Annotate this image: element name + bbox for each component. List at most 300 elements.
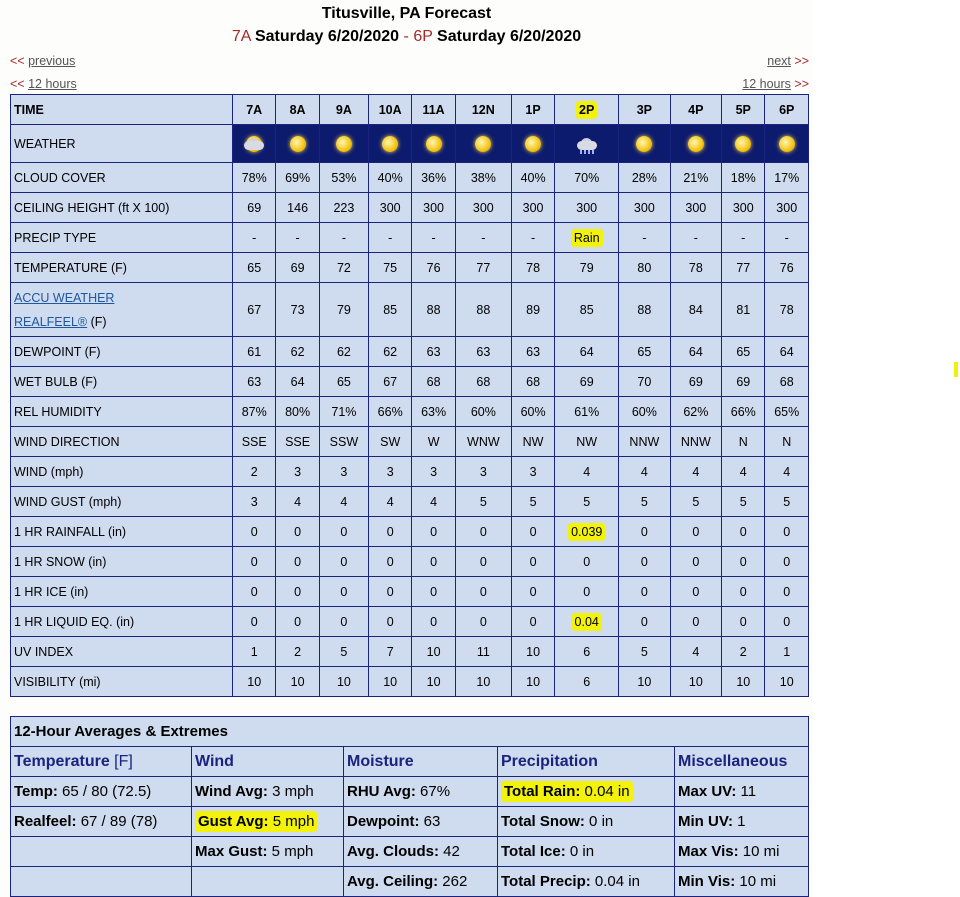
cell-value: 63 xyxy=(426,344,441,359)
cell-value: 4 xyxy=(640,464,648,479)
temp-label-text: TEMPERATURE (F) xyxy=(14,260,127,275)
gust-avg-cell xyxy=(192,807,344,837)
realfeel-value xyxy=(368,283,411,337)
vis-label-text: VISIBILITY (mi) xyxy=(14,674,101,689)
realfeel-value xyxy=(233,283,276,337)
rh-value xyxy=(555,397,619,427)
cell-value: 3 xyxy=(340,464,348,479)
row-rain xyxy=(11,517,809,547)
rain-value xyxy=(670,517,721,547)
cell-value: 65 xyxy=(336,374,351,389)
hour-8A xyxy=(276,95,319,125)
precip-value xyxy=(765,223,809,253)
wdir-label-text: WIND DIRECTION xyxy=(14,434,120,449)
precip-value xyxy=(233,223,276,253)
cell-value: - xyxy=(642,230,647,245)
cell-value: 0 xyxy=(294,524,302,539)
rain-value xyxy=(619,517,670,547)
vis-value xyxy=(619,667,670,697)
dew-label-text: DEWPOINT (F) xyxy=(14,344,101,359)
ice-value xyxy=(670,577,721,607)
hour-label: 7A xyxy=(246,102,263,117)
cloud-value xyxy=(619,163,670,193)
cloud-value xyxy=(511,163,554,193)
averages-title-row xyxy=(11,717,809,747)
hour-label: 12N xyxy=(471,102,495,117)
cell-value: 3 xyxy=(479,464,487,479)
dew-value xyxy=(555,337,619,367)
liquid-value xyxy=(555,607,619,637)
ceiling-value xyxy=(455,193,511,223)
wind-value xyxy=(765,457,809,487)
prev-arrows: << xyxy=(10,54,25,68)
wdir-value xyxy=(722,427,765,457)
averages-row xyxy=(11,807,809,837)
wetbulb-value xyxy=(722,367,765,397)
cell-value: 300 xyxy=(522,200,544,215)
partly-cloudy-icon xyxy=(243,133,265,155)
cell-value: 10 xyxy=(336,674,351,689)
averages-title: 12-Hour Averages & Extremes xyxy=(11,717,809,747)
cell-value: 64 xyxy=(290,374,305,389)
snow-value xyxy=(619,547,670,577)
hour-label: 3P xyxy=(636,102,652,117)
cloud-value xyxy=(276,163,319,193)
wetbulb-label-text: WET BULB (F) xyxy=(14,374,98,389)
total-ice-label: Total Ice: xyxy=(501,843,566,860)
cell-value: 0 xyxy=(250,614,258,629)
cell-value: 0 xyxy=(250,554,258,569)
gust-value xyxy=(619,487,670,517)
vis-label xyxy=(11,667,233,697)
hour-4P xyxy=(670,95,721,125)
liquid-value xyxy=(412,607,455,637)
weather-cell xyxy=(319,125,368,163)
cell-value: 0 xyxy=(294,614,302,629)
cell-value: 0 xyxy=(739,584,747,599)
hour-5P xyxy=(722,95,765,125)
rh-label-text: REL HUMIDITY xyxy=(14,404,102,419)
vis-value xyxy=(511,667,554,697)
rain-cloud-icon xyxy=(576,133,598,155)
max-gust-value: 5 mph xyxy=(267,843,314,860)
weather-cell xyxy=(412,125,455,163)
cell-value: 69 xyxy=(736,374,751,389)
averages-header-row xyxy=(11,747,809,777)
cell-value: 3 xyxy=(386,464,394,479)
cell-value: - xyxy=(431,230,436,245)
ice-value xyxy=(233,577,276,607)
wind-value xyxy=(511,457,554,487)
wdir-value xyxy=(670,427,721,457)
cell-value: 69 xyxy=(688,374,703,389)
row-precip xyxy=(11,223,809,253)
precip-value xyxy=(455,223,511,253)
ceiling-value xyxy=(722,193,765,223)
hour-10A xyxy=(368,95,411,125)
liquid-value xyxy=(765,607,809,637)
ceiling-value xyxy=(233,193,276,223)
row-rh xyxy=(11,397,809,427)
rain-label-text: 1 HR RAINFALL (in) xyxy=(14,524,127,539)
cell-value: 0 xyxy=(294,584,302,599)
row-gust xyxy=(11,487,809,517)
vis-value xyxy=(368,667,411,697)
ceiling-value xyxy=(555,193,619,223)
cell-value: 63% xyxy=(421,404,447,419)
wetbulb-value xyxy=(276,367,319,397)
snow-label-text: 1 HR SNOW (in) xyxy=(14,554,107,569)
cell-value: SSE xyxy=(285,434,311,449)
uv-value xyxy=(412,637,455,667)
realfeel-value xyxy=(412,283,455,337)
wdir-value xyxy=(368,427,411,457)
precip-label xyxy=(11,223,233,253)
cell-value: 38% xyxy=(470,170,496,185)
wdir-value xyxy=(233,427,276,457)
wind-label-text: WIND (mph) xyxy=(14,464,84,479)
cell-value: 0 xyxy=(250,524,258,539)
realfeel-value xyxy=(619,283,670,337)
cell-value: 77 xyxy=(476,260,491,275)
cloud-value xyxy=(765,163,809,193)
cell-value: 7 xyxy=(386,644,394,659)
previous-link[interactable]: previous xyxy=(28,54,76,68)
weather-row xyxy=(11,125,809,163)
temp-value xyxy=(619,253,670,283)
weather-cell xyxy=(276,125,319,163)
cell-value: 0 xyxy=(479,584,487,599)
cloud-value xyxy=(368,163,411,193)
temp-value: 65 / 80 (72.5) xyxy=(57,783,152,800)
cell-value: 72 xyxy=(336,260,351,275)
wetbulb-label xyxy=(11,367,233,397)
rh-value xyxy=(368,397,411,427)
snow-value xyxy=(722,547,765,577)
liquid-label-text: 1 HR LIQUID EQ. (in) xyxy=(14,614,135,629)
realfeel-link[interactable]: REALFEEL® xyxy=(14,314,88,329)
wdir-value xyxy=(619,427,670,457)
sun-icon xyxy=(333,133,355,155)
dew-value xyxy=(765,337,809,367)
ice-label-text: 1 HR ICE (in) xyxy=(14,584,89,599)
cell-value: 53% xyxy=(331,170,357,185)
12-hours-forward-link[interactable]: 12 hours xyxy=(742,77,791,91)
temp-value xyxy=(412,253,455,283)
cell-value: 79 xyxy=(579,260,594,275)
cell-value: 65 xyxy=(736,344,751,359)
cell-value: 69% xyxy=(285,170,311,185)
cell-value: 300 xyxy=(685,200,707,215)
cell-value: 76 xyxy=(426,260,441,275)
ice-value xyxy=(455,577,511,607)
cell-value: 89 xyxy=(526,302,541,317)
cell-value: 61% xyxy=(574,404,600,419)
cell-value: - xyxy=(252,230,257,245)
wetbulb-value xyxy=(511,367,554,397)
row-liquid xyxy=(11,607,809,637)
dew-value xyxy=(722,337,765,367)
cell-value: 62% xyxy=(683,404,709,419)
dew-value xyxy=(368,337,411,367)
total-rain-highlight xyxy=(501,781,633,802)
header-temperature-label: Temperature xyxy=(14,752,110,770)
cell-value: SSW xyxy=(329,434,359,449)
gust-value xyxy=(412,487,455,517)
total-rain-label: Total Rain: xyxy=(504,783,581,800)
empty-cell xyxy=(11,867,192,897)
ceiling-value xyxy=(319,193,368,223)
cell-value: 88 xyxy=(637,302,652,317)
row-uv xyxy=(11,637,809,667)
hour-label: 1P xyxy=(525,102,541,117)
rh-value xyxy=(412,397,455,427)
gust-label-text: WIND GUST (mph) xyxy=(14,494,122,509)
cell-value: 5 xyxy=(783,494,791,509)
total-precip-cell xyxy=(498,867,675,897)
precip-label-text: PRECIP TYPE xyxy=(14,230,97,245)
liquid-value xyxy=(368,607,411,637)
highlight-marker xyxy=(954,362,958,377)
cell-value: 3 xyxy=(294,464,302,479)
nav-12h-forward xyxy=(742,77,809,91)
gust-value xyxy=(511,487,554,517)
cell-value: SSE xyxy=(241,434,267,449)
ceiling-value xyxy=(412,193,455,223)
wdir-value xyxy=(412,427,455,457)
averages-row xyxy=(11,777,809,807)
header-precipitation: Precipitation xyxy=(498,747,675,777)
header-moisture: Moisture xyxy=(344,747,498,777)
hour-7A xyxy=(233,95,276,125)
12-hours-back-link[interactable]: 12 hours xyxy=(28,77,77,91)
rh-value xyxy=(670,397,721,427)
snow-label xyxy=(11,547,233,577)
gust-value xyxy=(670,487,721,517)
cell-value: 0 xyxy=(529,584,537,599)
weather-cell xyxy=(670,125,721,163)
cell-value: NW xyxy=(576,434,598,449)
cell-value: SW xyxy=(380,434,401,449)
cell-value: 78% xyxy=(241,170,267,185)
total-precip-label: Total Precip: xyxy=(501,873,591,890)
wetbulb-value xyxy=(619,367,670,397)
cell-value: 65% xyxy=(774,404,800,419)
uv-value xyxy=(233,637,276,667)
snow-value xyxy=(276,547,319,577)
accuweather-link[interactable]: ACCU WEATHER xyxy=(14,290,115,305)
snow-value xyxy=(670,547,721,577)
gust-value xyxy=(765,487,809,517)
cell-value: 0 xyxy=(250,584,258,599)
temp-value xyxy=(511,253,554,283)
row-ceiling xyxy=(11,193,809,223)
cell-value: 85 xyxy=(383,302,398,317)
liquid-value xyxy=(670,607,721,637)
cell-value: 10 xyxy=(426,674,441,689)
liquid-value xyxy=(511,607,554,637)
row-snow xyxy=(11,547,809,577)
liquid-value xyxy=(619,607,670,637)
total-ice-value: 0 in xyxy=(565,843,595,860)
snow-value xyxy=(511,547,554,577)
hour-label: 8A xyxy=(289,102,306,117)
weather-cell xyxy=(619,125,670,163)
cell-value: 0 xyxy=(739,554,747,569)
cell-value: 11 xyxy=(476,644,490,659)
ceiling-value xyxy=(276,193,319,223)
cloud-value xyxy=(670,163,721,193)
end-day: Saturday 6/20/2020 xyxy=(437,28,582,45)
cell-value: 4 xyxy=(692,644,700,659)
cell-value: 10 xyxy=(688,674,703,689)
avg-ceiling-label: Avg. Ceiling: xyxy=(347,873,439,890)
cell-value: 0 xyxy=(692,524,700,539)
cell-value: 80% xyxy=(285,404,311,419)
temp-value xyxy=(722,253,765,283)
cell-value: 78 xyxy=(526,260,541,275)
cell-value: 63 xyxy=(476,344,491,359)
cell-value: 2 xyxy=(250,464,258,479)
nav-12h-back xyxy=(10,77,77,91)
snow-value xyxy=(368,547,411,577)
wind-value xyxy=(276,457,319,487)
wetbulb-value xyxy=(455,367,511,397)
cell-value: 85 xyxy=(579,302,594,317)
wdir-value xyxy=(765,427,809,457)
max-vis-label: Max Vis: xyxy=(678,843,739,860)
cell-value: 0 xyxy=(529,614,537,629)
cell-value: 300 xyxy=(732,200,754,215)
cell-value: 0 xyxy=(640,524,648,539)
weather-label-text: WEATHER xyxy=(14,136,76,151)
temp-value xyxy=(765,253,809,283)
rain-value xyxy=(455,517,511,547)
empty-cell xyxy=(11,837,192,867)
cell-value: WNW xyxy=(467,434,500,449)
wind-value xyxy=(319,457,368,487)
wind-value xyxy=(412,457,455,487)
cell-value: - xyxy=(341,230,346,245)
precip-value xyxy=(412,223,455,253)
ceiling-value xyxy=(619,193,670,223)
end-time: 6P xyxy=(413,28,433,45)
liquid-value xyxy=(233,607,276,637)
realfeel-label: Realfeel: xyxy=(14,813,77,830)
wetbulb-value xyxy=(670,367,721,397)
cell-value: 70% xyxy=(574,170,600,185)
cell-value: 0 xyxy=(479,524,487,539)
cell-value: 1 xyxy=(250,644,258,659)
cell-value: 0 xyxy=(386,614,394,629)
cell-value: 0 xyxy=(583,584,591,599)
ice-value xyxy=(765,577,809,607)
next-link[interactable]: next xyxy=(767,54,791,68)
header-temperature xyxy=(11,747,192,777)
max-gust-label: Max Gust: xyxy=(195,843,268,860)
vis-value xyxy=(765,667,809,697)
ice-value xyxy=(619,577,670,607)
max-uv-value: 11 xyxy=(736,783,757,800)
wind-value xyxy=(619,457,670,487)
cell-value: 0 xyxy=(430,614,438,629)
dew-value xyxy=(233,337,276,367)
hour-label: 4P xyxy=(688,102,704,117)
empty-cell xyxy=(192,867,344,897)
cell-value: 84 xyxy=(688,302,703,317)
cell-value: 60% xyxy=(470,404,496,419)
realfeel-value xyxy=(319,283,368,337)
cell-value: 0 xyxy=(529,554,537,569)
uv-value xyxy=(670,637,721,667)
row-vis xyxy=(11,667,809,697)
liquid-value xyxy=(455,607,511,637)
hour-1P xyxy=(511,95,554,125)
max-gust-cell xyxy=(192,837,344,867)
avg-ceiling-value: 262 xyxy=(438,873,468,890)
weather-cell xyxy=(233,125,276,163)
cell-value: 0 xyxy=(692,554,700,569)
weather-cell xyxy=(511,125,554,163)
liquid-value xyxy=(276,607,319,637)
row-wdir xyxy=(11,427,809,457)
start-time: 7A xyxy=(231,28,251,45)
cell-value: 0 xyxy=(430,554,438,569)
forward-arrows: >> xyxy=(794,77,809,91)
cell-value: 5 xyxy=(640,494,648,509)
wind-avg-label: Wind Avg: xyxy=(195,783,268,800)
cell-value: 67 xyxy=(247,302,262,317)
rain-label xyxy=(11,517,233,547)
cell-value: 5 xyxy=(739,494,747,509)
rain-value xyxy=(555,517,619,547)
snow-value xyxy=(765,547,809,577)
cell-value: 3 xyxy=(529,464,537,479)
rain-value xyxy=(722,517,765,547)
wetbulb-value xyxy=(233,367,276,397)
cell-value: 79 xyxy=(336,302,351,317)
cell-value: 4 xyxy=(739,464,747,479)
cell-value: 0 xyxy=(739,614,747,629)
cell-value: 10 xyxy=(736,674,751,689)
cell-value: 0 xyxy=(783,584,791,599)
uv-value xyxy=(455,637,511,667)
wetbulb-value xyxy=(368,367,411,397)
cell-value: 36% xyxy=(421,170,447,185)
cell-value: 2 xyxy=(739,644,747,659)
cell-value: 0 xyxy=(479,554,487,569)
cloud-value xyxy=(555,163,619,193)
cell-value: 77 xyxy=(736,260,751,275)
cell-value: 40% xyxy=(377,170,403,185)
rain-value xyxy=(368,517,411,547)
row-dew xyxy=(11,337,809,367)
hour-label: 9A xyxy=(335,102,352,117)
cell-value: 73 xyxy=(290,302,305,317)
cell-value: 0 xyxy=(692,584,700,599)
total-snow-value: 0 in xyxy=(584,813,614,830)
weather-cell xyxy=(455,125,511,163)
cell-value: 68 xyxy=(426,374,441,389)
wdir-label xyxy=(11,427,233,457)
ceiling-value xyxy=(670,193,721,223)
cell-value: 4 xyxy=(430,494,438,509)
cell-value: - xyxy=(530,230,536,245)
cell-value: 75 xyxy=(383,260,398,275)
cell-value: 87% xyxy=(241,404,267,419)
cell-value: 6 xyxy=(583,674,591,689)
min-uv-value: 1 xyxy=(733,813,746,830)
